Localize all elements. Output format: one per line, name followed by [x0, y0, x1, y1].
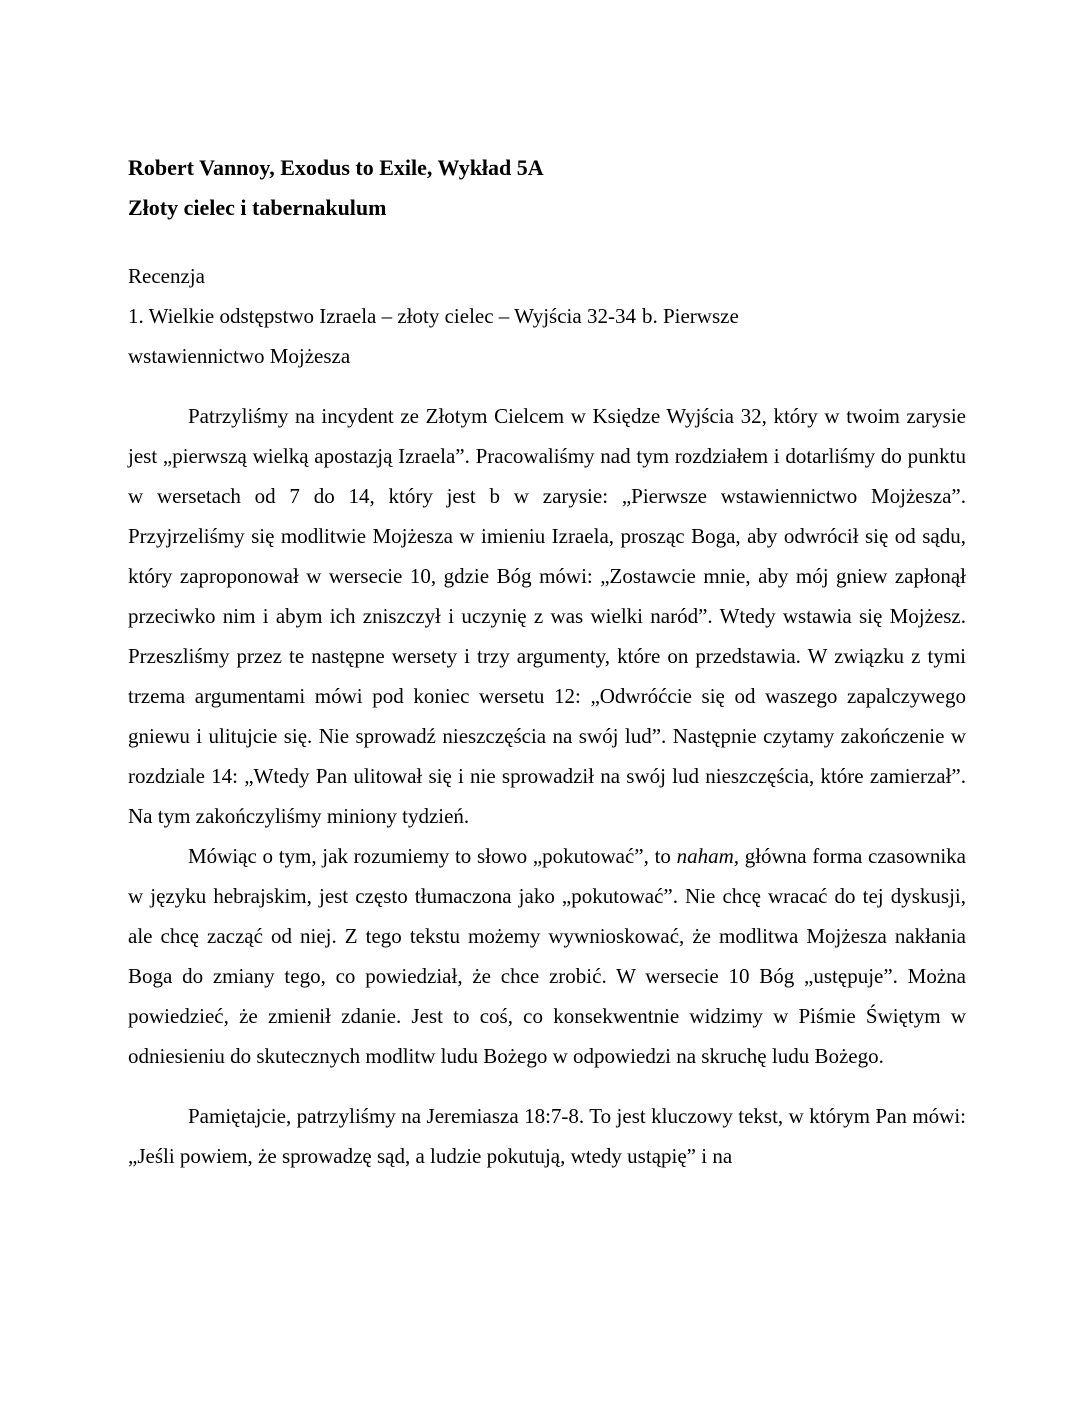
- document-subtitle: Złoty cielec i tabernakulum: [128, 195, 387, 220]
- section-label: Recenzja: [128, 264, 205, 288]
- outline-sub-continuation: wstawiennictwo Mojżesza: [128, 344, 351, 368]
- document-title: Robert Vannoy, Exodus to Exile, Wykład 5A: [128, 155, 544, 180]
- hebrew-term: naham,: [676, 844, 740, 868]
- document-body: [128, 148, 966, 1176]
- paragraph-2-start: Mówiąc o tym, jak rozumiemy to słowo „pokutować”, to: [188, 844, 677, 868]
- paragraph-2-rest: główna forma czasownika w języku hebrajskim, jest często tłumaczona jako „pokutować”. Nie chcę wracać do tej dyskusji, ale chcę zacząć od niej. Z tego tekstu możemy wywnioskować, że modlitwa Mojżesza nakłania Boga do zmiany tego, co powiedział, że chce zrobić. W wersecie 10 Bóg „ustępuje”. Można powiedzieć, że zmienił zdanie. Jest to coś, co konsekwentnie widzimy w Piśmie Świętym w odniesieniu do skutecznych modlitw ludu Bożego w odpowiedzi na skruchę ludu Bożego.: [128, 844, 966, 1068]
- paragraph-3: Pamiętajcie, patrzyliśmy na Jeremiasza 18:7-8. To jest kluczowy tekst, w którym Pan mówi: „Jeśli powiem, że sprowadzę sąd, a ludzie pokutują, wtedy ustąpię” i na: [128, 1104, 966, 1168]
- outline-item: 1. Wielkie odstępstwo Izraela – złoty cielec – Wyjścia 32-34: [128, 304, 636, 328]
- paragraph-2: [128, 836, 966, 1076]
- outline-sub: b. Pierwsze: [641, 304, 739, 328]
- outline-heading: [128, 296, 966, 336]
- paragraph-1: Patrzyliśmy na incydent ze Złotym Cielcem w Księdze Wyjścia 32, który w twoim zarysie jest „pierwszą wielką apostazją Izraela”. Pracowaliśmy nad tym rozdziałem i dotarliśmy do punktu w wersetach od 7 do 14, który jest b w zarysie: „Pierwsze wstawiennictwo Mojżesza”. Przyjrzeliśmy się modlitwie Mojżesza w imieniu Izraela, prosząc Boga, aby odwrócił się od sądu, który zaproponował w wersecie 10, gdzie Bóg mówi: „Zostawcie mnie, aby mój gniew zapłonął przeciwko nim i abym ich zniszczył i uczynię z was wielki naród”. Wtedy wstawia się Mojżesz. Przeszliśmy przez te następne wersety i trzy argumenty, które on przedstawia. W związku z tymi trzema argumentami mówi pod koniec wersetu 12: „Odwróćcie się od waszego zapalczywego gniewu i ulitujcie się. Nie sprowadź nieszczęścia na swój lud”. Następnie czytamy zakończenie w rozdziale 14: „Wtedy Pan ulitował się i nie sprowadził na swój lud nieszczęścia, które zamierzał”. Na tym zakończyliśmy miniony tydzień.: [128, 404, 966, 828]
